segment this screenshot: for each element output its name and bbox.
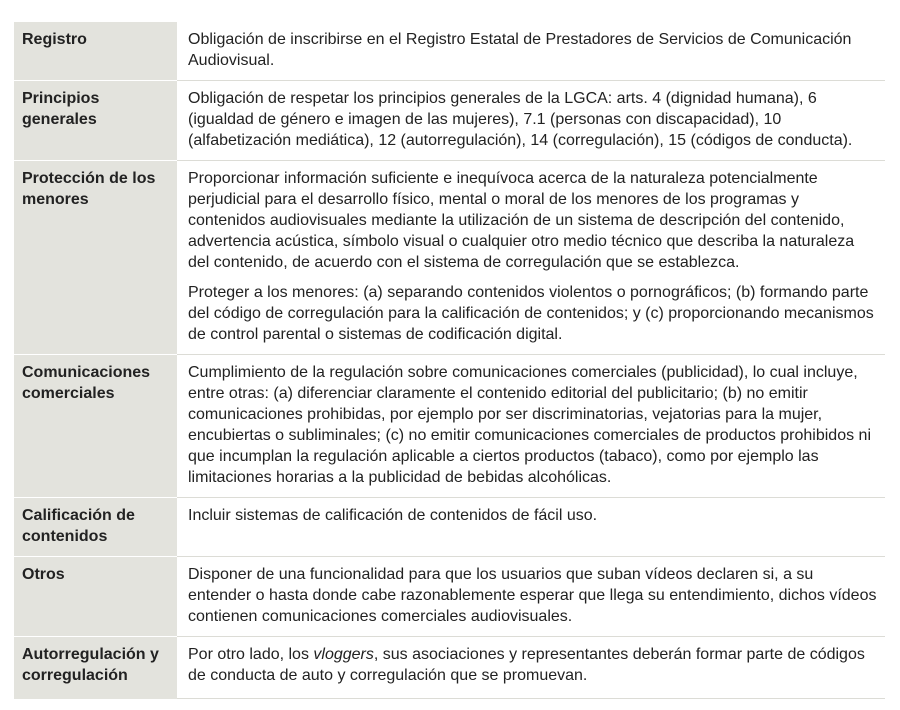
table-row-principios-generales [14, 81, 885, 161]
description-paragraph: Cumplimiento de la regulación sobre comunicaciones comerciales (publicidad), lo cual incluye, entre otras: (a) diferenciar claramente el contenido editorial del publicitario; (b) no emitir comunicaciones prohibidas, por ejemplo por ser discriminatorias, vejatorias para la mujer, encubiertas o subliminales; (c) no emitir comunicaciones comerciales de productos prohibidos ni que incumplan la regulación aplicable a ciertos productos (tabaco), como por ejemplo las limitaciones horarias a la publicidad de bebidas alcohólicas. [188, 364, 871, 486]
row-description [177, 22, 885, 81]
row-description [177, 81, 885, 161]
row-header: Comunicaciones comerciales [14, 355, 177, 498]
table-row-otros [14, 557, 885, 637]
row-header: Calificación de contenidos [14, 498, 177, 557]
obligations-table [14, 22, 885, 699]
table-row-registro [14, 22, 885, 81]
row-description [177, 355, 885, 498]
table-row-calificacion-contenidos [14, 498, 885, 557]
description-paragraph: Disponer de una funcionalidad para que los usuarios que suban vídeos declaren si, a su entender o hasta donde cabe razonablemente esperar que llega su entendimiento, dichos vídeos contienen comunicaciones comerciales audiovisuales. [188, 566, 877, 625]
text-segment: Por otro lado, los [188, 646, 314, 663]
row-header: Protección de los menores [14, 161, 177, 355]
description-paragraph [188, 644, 879, 686]
row-header: Principios generales [14, 81, 177, 161]
row-header: Otros [14, 557, 177, 637]
description-paragraph: Obligación de respetar los principios generales de la LGCA: arts. 4 (dignidad humana), 6 (igualdad de género e imagen de las mujeres), 7.1 (personas con discapacidad), 10 (alfabetización mediática), 12 (autorregulación), 14 (corregulación), 15 (códigos de conducta). [188, 90, 853, 149]
text-segment: , sus asociaciones y representantes deberán formar parte de códigos de conducta de auto y corregulación que se promuevan. [188, 646, 865, 684]
row-description [177, 161, 885, 355]
row-description [177, 637, 885, 699]
row-header: Autorregulación y corregulación [14, 637, 177, 699]
description-paragraph: Obligación de inscribirse en el Registro Estatal de Prestadores de Servicios de Comunicación Audiovisual. [188, 31, 852, 69]
emphasis-vloggers: vloggers [313, 646, 374, 663]
description-paragraph: Proporcionar información suficiente e inequívoca acerca de la naturaleza potencialmente perjudicial para el desarrollo físico, mental o moral de los menores de los programas y contenidos audiovisuales mediante la utilización de un sistema de descripción del contenido, advertencia acústica, símbolo visual o cualquier otro medio técnico que describa la naturaleza del contenido, de acuerdo con el sistema de corregulación que se establezca. [188, 170, 855, 271]
description-paragraph: Proteger a los menores: (a) separando contenidos violentos o pornográficos; (b) formando parte del código de corregulación para la calificación de contenidos; y (c) proporcionando mecanismos de control parental o sistemas de codificación digital. [188, 284, 874, 343]
table-row-comunicaciones-comerciales [14, 355, 885, 498]
table-row-proteccion-menores [14, 161, 885, 355]
table-row-autorregulacion [14, 637, 885, 699]
row-description [177, 557, 885, 637]
row-header: Registro [14, 22, 177, 81]
row-description [177, 498, 885, 557]
obligations-table-container [14, 22, 885, 699]
description-paragraph: Incluir sistemas de calificación de contenidos de fácil uso. [188, 507, 598, 524]
